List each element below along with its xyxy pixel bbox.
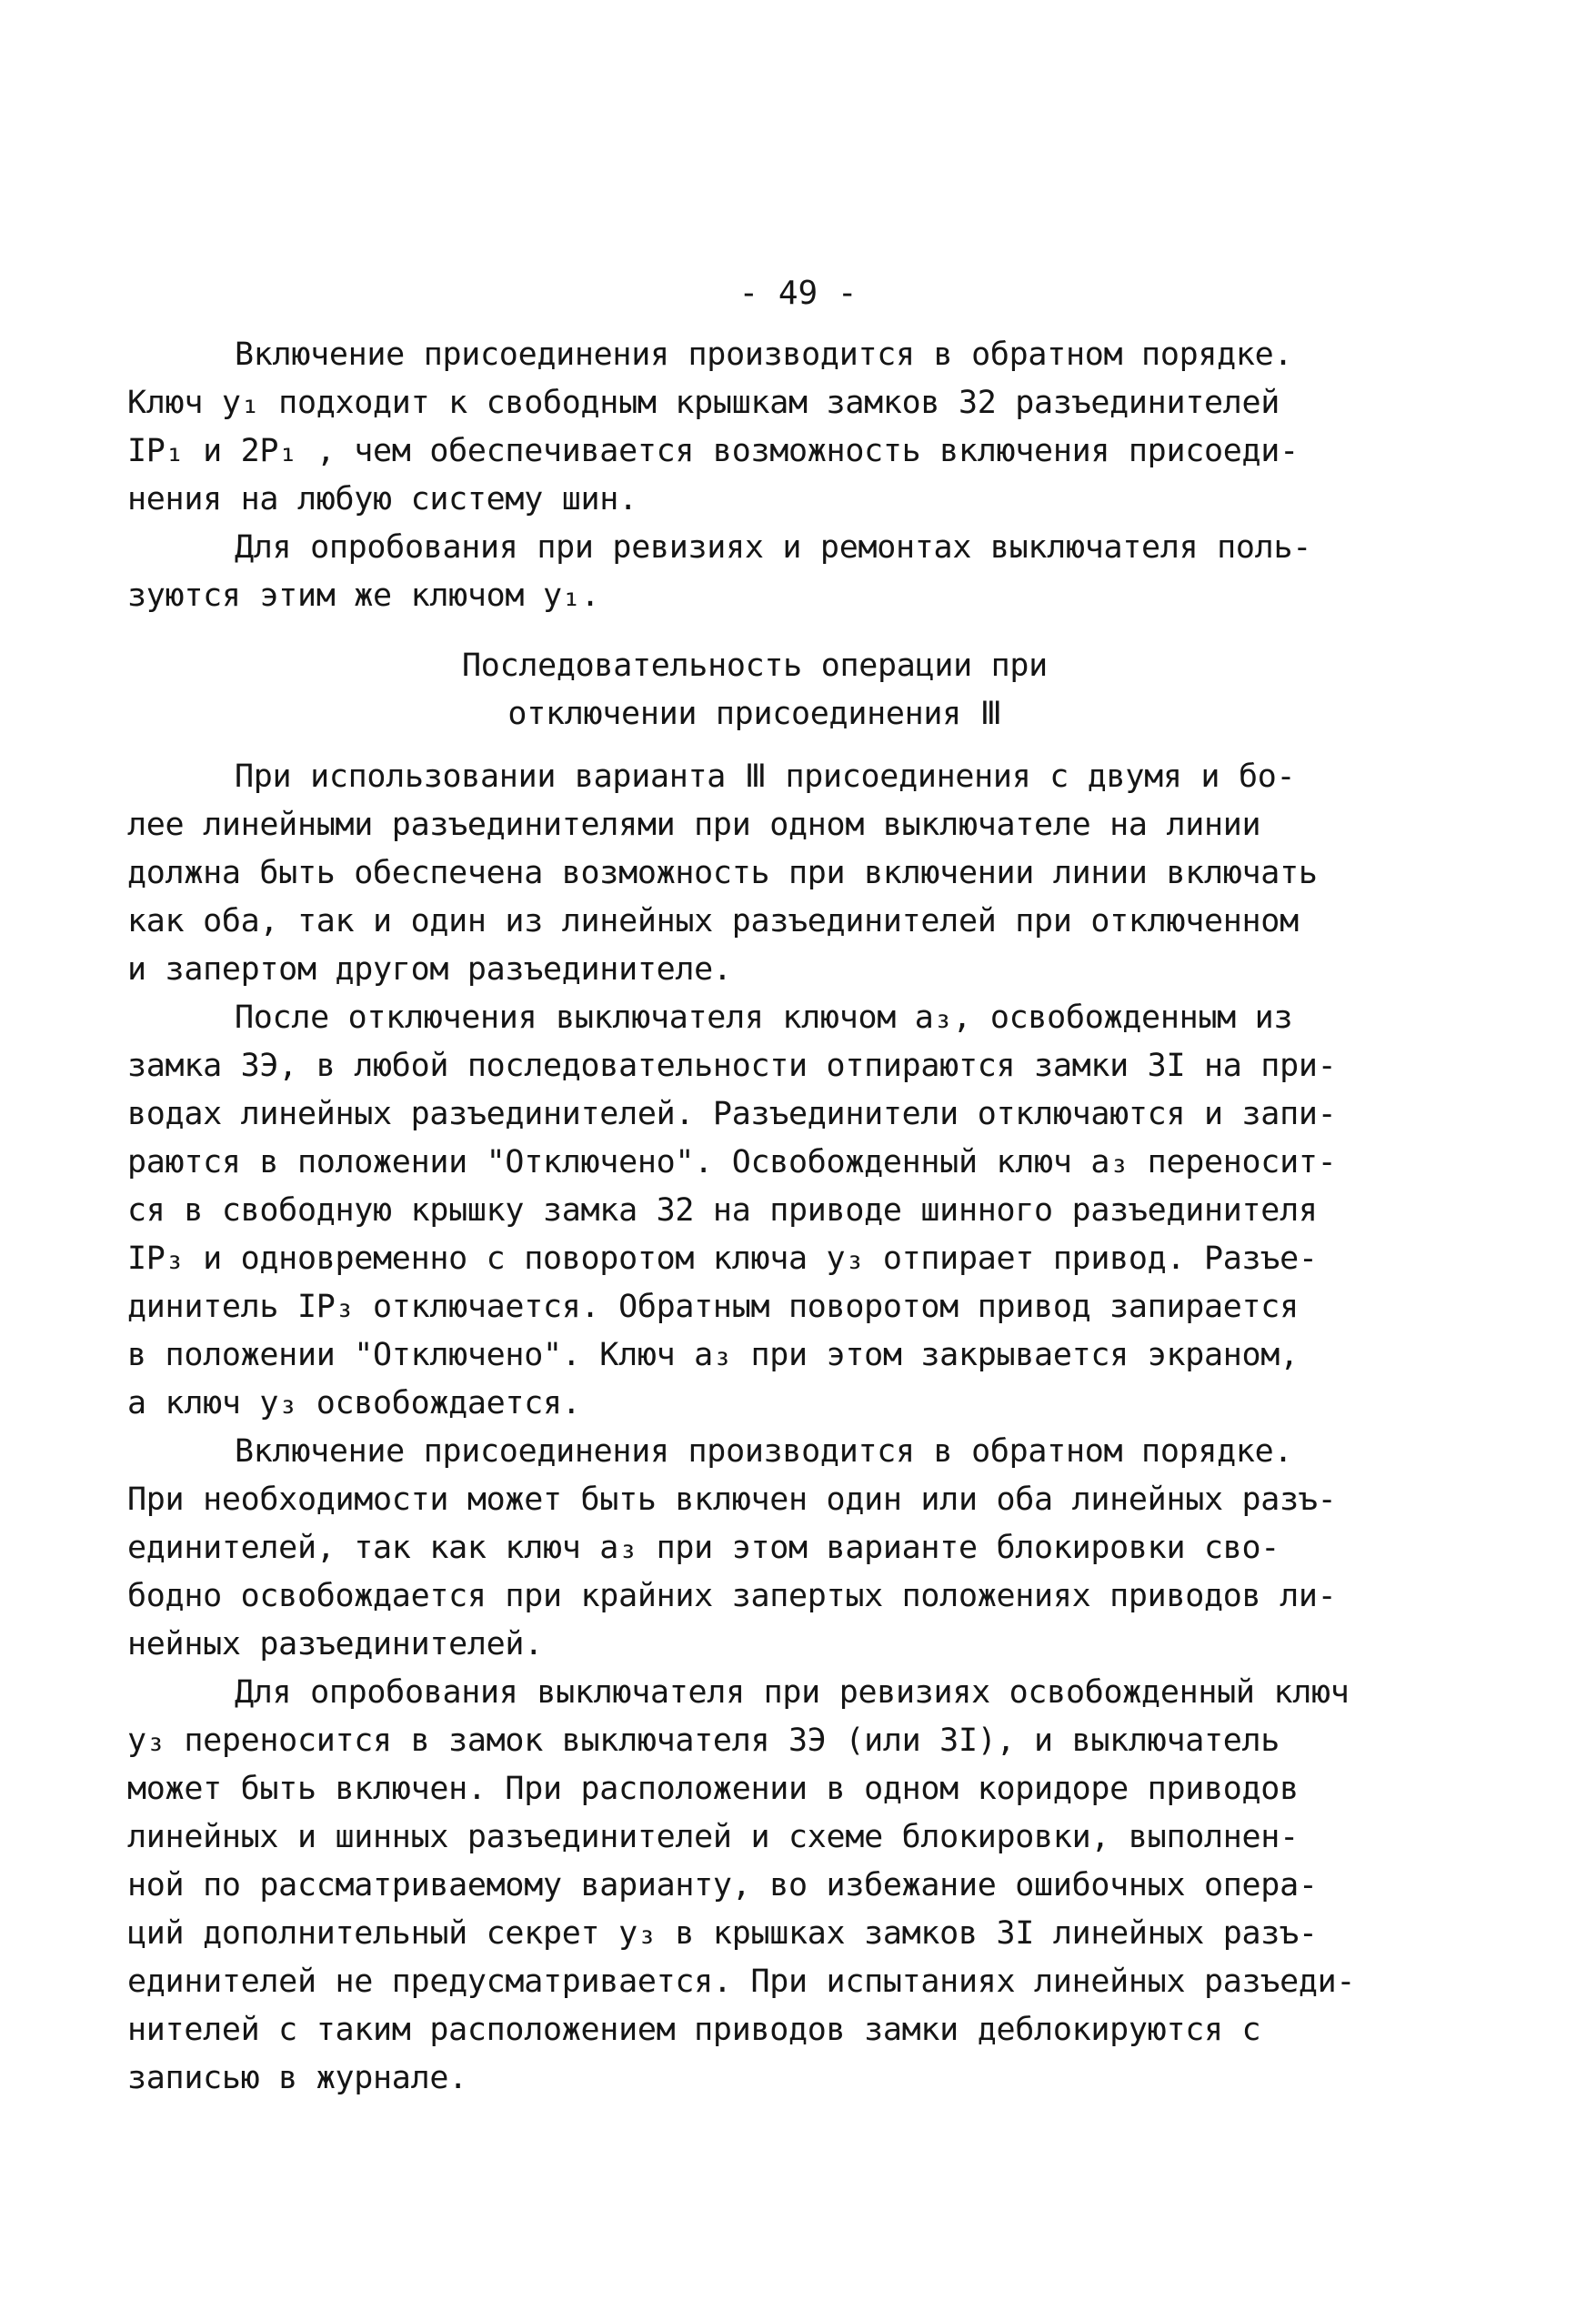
page-number: - 49 - <box>738 275 858 312</box>
text-line: у₃ переносится в замок выключателя 3Э (или 3I), и выключатель <box>127 1722 1280 1759</box>
text-line: раются в положении "Отключено". Освобожденный ключ а₃ переносит- <box>127 1144 1337 1180</box>
text-line: Включение присоединения производится в обратном порядке. <box>235 1433 1293 1470</box>
intro-paragraphs <box>127 331 1382 620</box>
text-line: При использовании варианта Ⅲ присоединения с двумя и бо- <box>235 758 1296 795</box>
text-line: ций дополнительный секрет у₃ в крышках замков 3I линейных разъ- <box>127 1915 1318 1952</box>
text-line: Для опробования выключателя при ревизиях освобожденный ключ <box>235 1674 1350 1711</box>
text-line: записью в журнале. <box>127 2060 467 2096</box>
text-line: бодно освобождается при крайних запертых положениях приводов ли- <box>127 1578 1337 1614</box>
text-line: нейных разъединителей. <box>127 1626 543 1662</box>
text-line: динитель IР₃ отключается. Обратным поворотом привод запирается <box>127 1289 1299 1325</box>
text-line: а ключ у₃ освобождается. <box>127 1385 581 1421</box>
heading-line: Последовательность операции при <box>462 648 1048 684</box>
text-line: и запертом другом разъединителе. <box>127 951 732 988</box>
text-line: нителей с таким расположением приводов замки деблокируются с <box>127 2012 1261 2048</box>
text-line: должна быть обеспечена возможность при включении линии включать <box>127 855 1318 891</box>
text-line: IР₃ и одновременно с поворотом ключа у₃ отпирает привод. Разъе- <box>127 1240 1318 1277</box>
text-line: может быть включен. При расположении в одном коридоре приводов <box>127 1771 1299 1807</box>
text-line: Ключ у₁ подходит к свободным крышкам замков 32 разъединителей <box>127 385 1280 421</box>
text-line: замка 3Э, в любой последовательности отпираются замки 3I на при- <box>127 1048 1337 1084</box>
text-line: ся в свободную крышку замка 32 на приводе шинного разъединителя <box>127 1192 1318 1229</box>
text-line: единителей, так как ключ а₃ при этом варианте блокировки сво- <box>127 1530 1280 1566</box>
main-paragraphs <box>127 753 1382 2103</box>
section-heading <box>127 642 1382 738</box>
text-line: Включение присоединения производится в обратном порядке. <box>235 336 1293 373</box>
text-line: единителей не предусматривается. При испытаниях линейных разъеди- <box>127 1964 1356 2000</box>
text-line: ной по рассматриваемому варианту, во избежание ошибочных опера- <box>127 1867 1318 1903</box>
text-line: в положении "Отключено". Ключ а₃ при этом закрывается экраном, <box>127 1337 1299 1373</box>
text-line: IР₁ и 2Р₁ , чем обеспечивается возможность включения присоеди- <box>127 433 1299 469</box>
text-line: Для опробования при ревизиях и ремонтах выключателя поль- <box>235 529 1311 566</box>
text-line: водах линейных разъединителей. Разъединители отключаются и запи- <box>127 1096 1337 1132</box>
text-line: При необходимости может быть включен один или оба линейных разъ- <box>127 1481 1337 1518</box>
heading-line: отключении присоединения Ⅲ <box>507 696 1002 732</box>
text-line: зуются этим же ключом у₁. <box>127 578 600 614</box>
text-line: После отключения выключателя ключом а₃, освобожденным из <box>235 999 1293 1036</box>
text-line: лее линейными разъединителями при одном выключателе на линии <box>127 807 1261 843</box>
text-line: нения на любую систему шин. <box>127 481 637 517</box>
text-line: как оба, так и один из линейных разъединителей при отключенном <box>127 903 1299 939</box>
text-line: линейных и шинных разъединителей и схеме блокировки, выполнен- <box>127 1819 1299 1855</box>
